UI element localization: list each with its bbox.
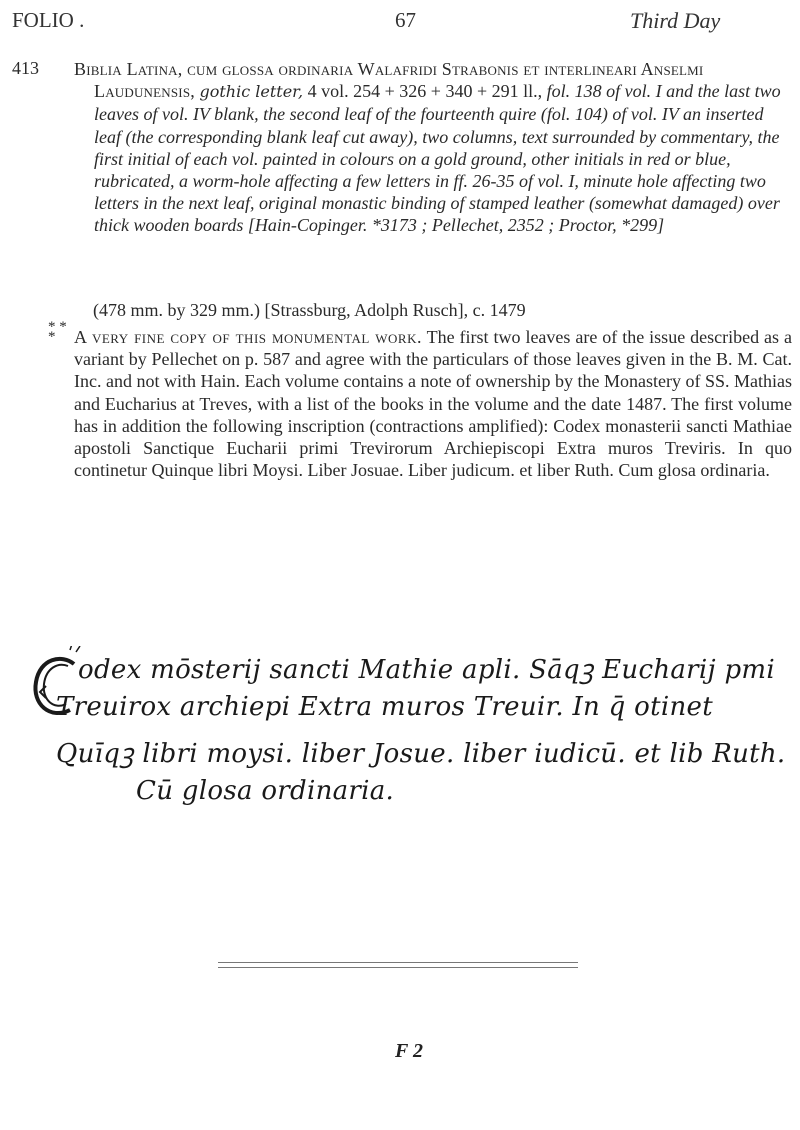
entry-description: fol. 138 of vol. I and the last two leaves of vol. IV blank, the second leaf of the fourteenth quire (fol. 104) of vol. IV an inserted leaf (the corresponding blank leaf cut away), two columns, text surrounded by commentary, the first initial of each vol. painted in colours on a gold ground, other initials in red or blue, rubricated, a worm-hole affecting a few letters in ff. 26-35 of vol. I, minute hole affecting two letters in the next leaf, original monastic binding of stamped leather (somewhat damaged) over thick wooden boards: [94, 81, 781, 236]
note-asterisks: * * *: [48, 319, 67, 345]
note-lead: A very fine copy of this monumental work.: [74, 327, 422, 347]
entry-note: [48, 319, 792, 481]
page-header: [0, 8, 800, 40]
section-divider: [218, 962, 578, 968]
header-folio-label: FOLIO .: [12, 8, 85, 32]
entry-imprint: (478 mm. by 329 mm.) [Strassburg, Adolph Rusch], c. 1479: [93, 300, 526, 320]
lot-number: 413: [12, 58, 39, 78]
facsimile-line-2: Treuirox archiepi Extra muros Treuir. In q̄ otinet: [56, 692, 713, 722]
signature-mark: F 2: [395, 1040, 423, 1062]
facsimile-line-4: Cū glosa ordinaria.: [136, 776, 395, 806]
entry-gothic-label: gothic letter,: [199, 82, 304, 102]
entry-references: [Hain-Copinger. *3173 ; Pellechet, 2352 ; Proctor, *299]: [247, 215, 665, 236]
header-page-number: 67: [395, 8, 416, 32]
note-body: The first two leaves are of the issue described as a variant by Pellechet on p. 587 and agree with the particulars of those leaves given in the B. M. Cat. Inc. and not with Hain. Each volume contains a note of ownership by the Monastery of SS. Mathias and Eucharius at Treves, with a list of the books in the volume and the date 1487. The first volume has in addition the following inscription (contractions amplified): Codex monasterii sancti Mathiae apostoli Sanctique Eucharii primi Trevirorum Archiepiscopi Extra muros Treviris. In quo continetur Quinque libri Moysi. Liber Josuae. Liber judicum. et liber Ruth. Cum glosa ordinaria.: [74, 327, 792, 481]
catalogue-entry: [74, 58, 792, 237]
facsimile-line-3: Quīqꝫ libri moysi. liber Josue. liber iudicū. et lib Ruth.: [56, 739, 786, 769]
header-day-label: Third Day: [630, 8, 721, 33]
entry-title: Biblia Latina, cum glossa ordinaria Walafridi Strabonis et interlineari Anselmi Laudunensis,: [74, 59, 704, 102]
entry-paragraph: [74, 58, 792, 237]
facsimile-line-1: odex mōsterij sancti Mathie apli. Sāqꝫ Eucharij pmi: [78, 655, 775, 685]
entry-collation: 4 vol. 254 + 326 + 340 + 291 ll.,: [307, 81, 543, 102]
inscription-facsimile: [26, 640, 796, 855]
